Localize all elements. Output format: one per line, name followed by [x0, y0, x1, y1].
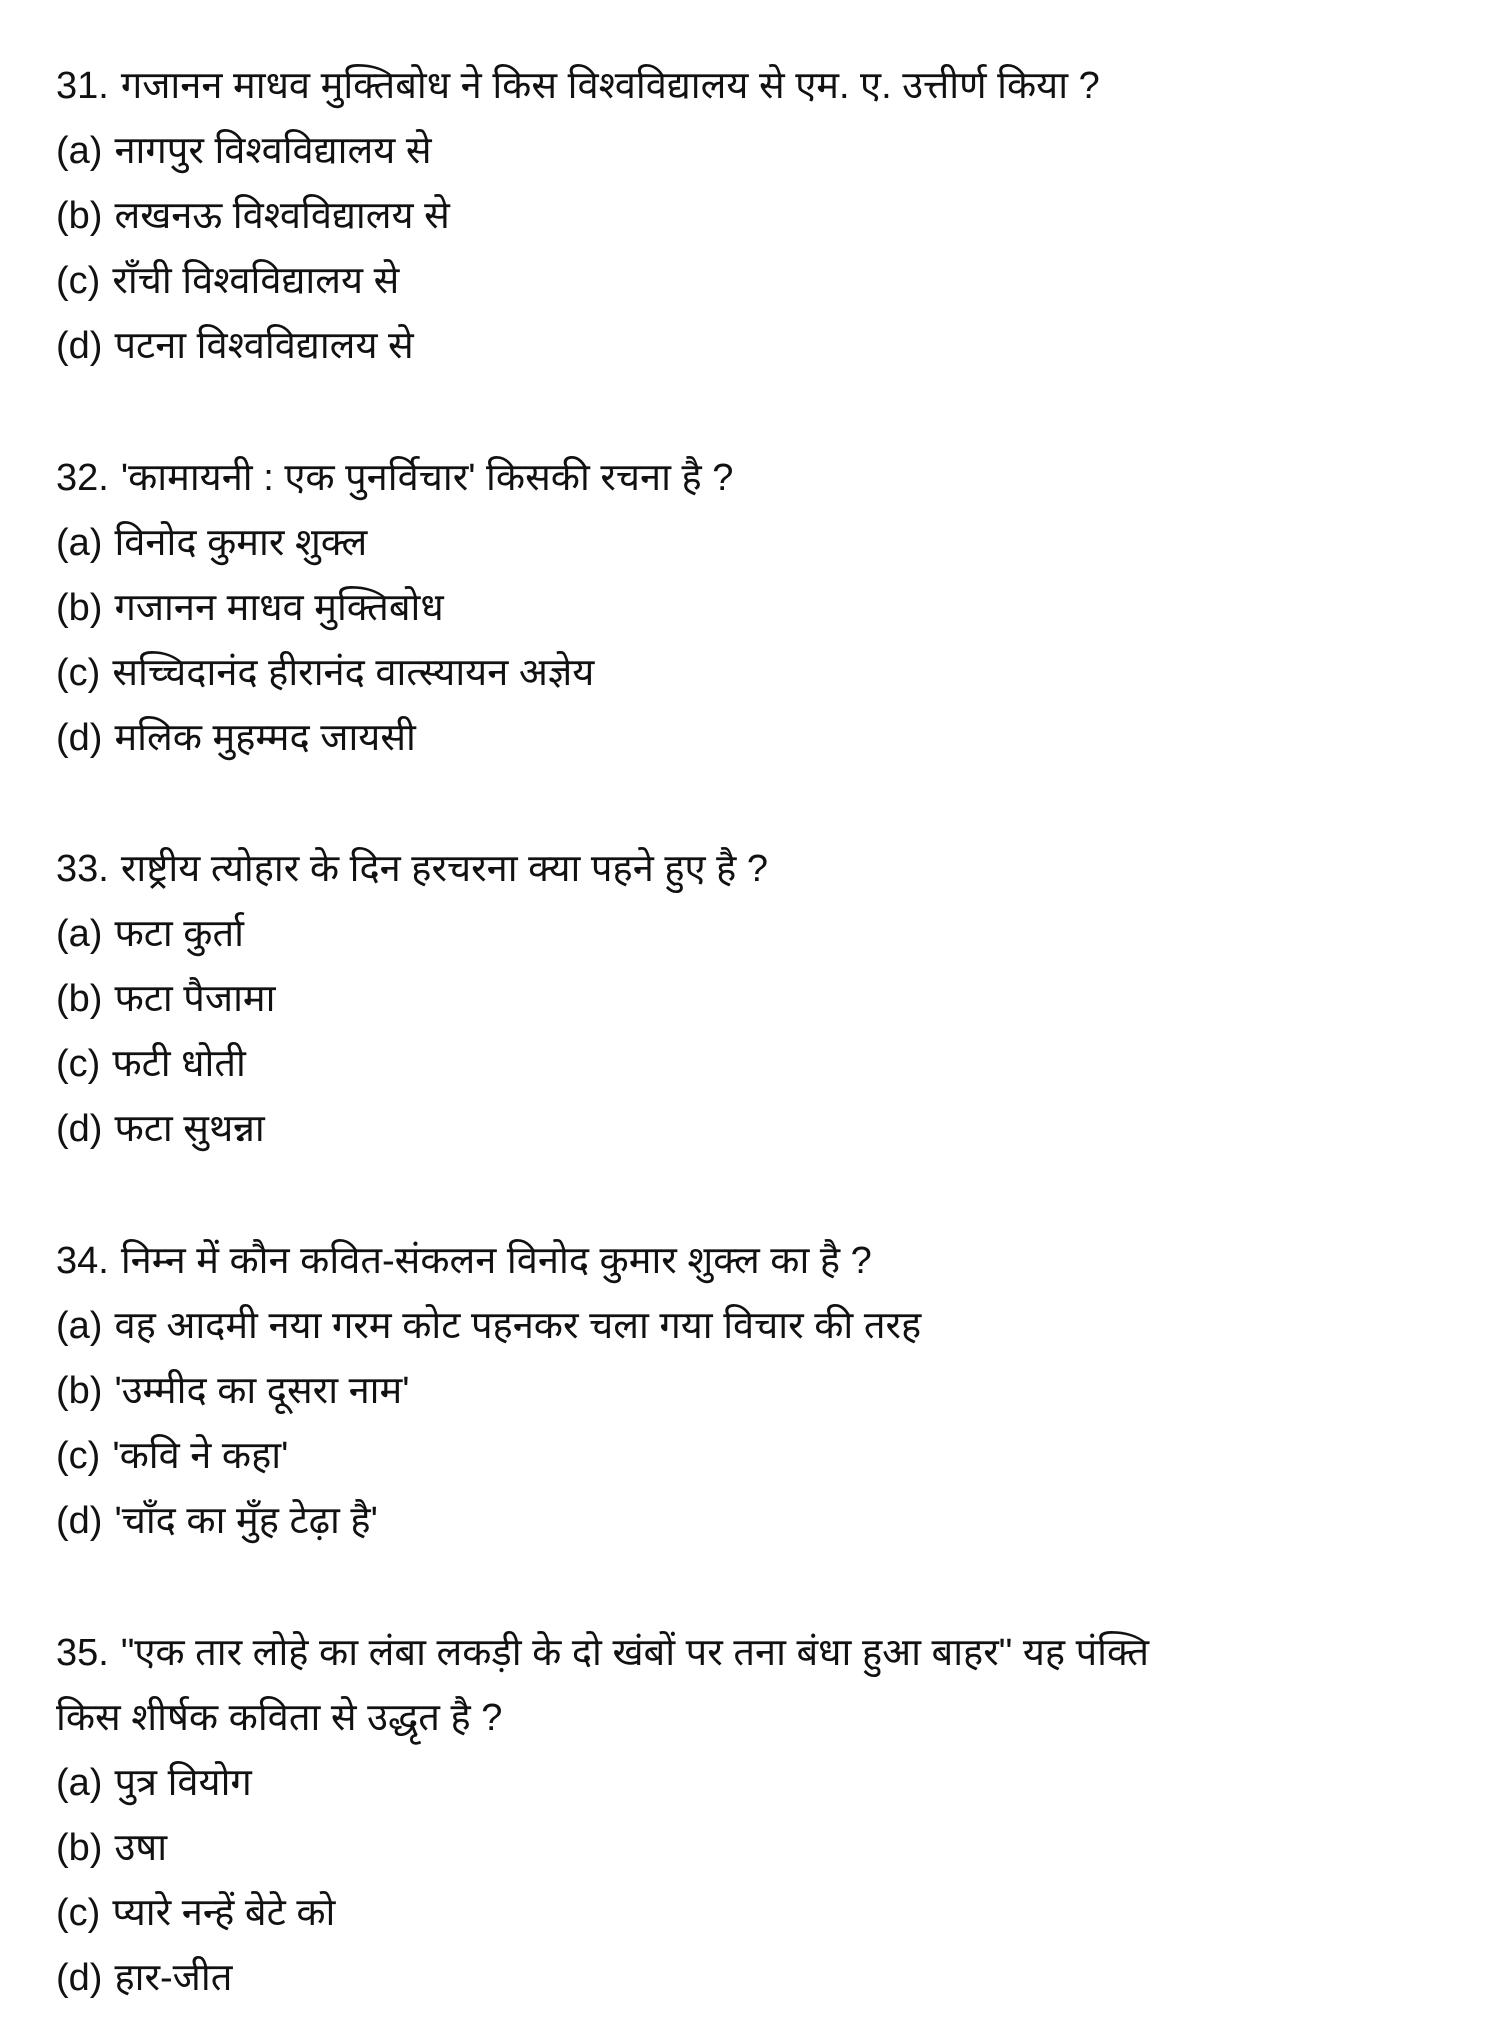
option-label: (d) [56, 717, 103, 759]
option-b [56, 1816, 1456, 1881]
option-d [56, 1097, 1456, 1162]
option-label: (c) [56, 1892, 101, 1934]
question-stem: "एक तार लोहे का लंबा लकड़ी के दो खंबों पर तना बंधा हुआ बाहर" यह पंक्ति [120, 1632, 1150, 1674]
question-stem: निम्न में कौन कवित-संकलन विनोद कुमार शुक्ल का है ? [120, 1240, 872, 1282]
option-text: फटा सुथन्ना [114, 1108, 265, 1150]
option-label: (a) [56, 1305, 103, 1347]
option-d [56, 1489, 1456, 1554]
option-d [56, 706, 1456, 771]
option-text: 'कवि ने कहा' [112, 1435, 289, 1477]
option-text: फटा पैजामा [114, 978, 276, 1020]
question-31 [56, 54, 1456, 379]
option-b [56, 967, 1456, 1032]
option-label: (c) [56, 1435, 101, 1477]
option-label: (c) [56, 260, 101, 302]
option-b [56, 1359, 1456, 1424]
question-number: 34. [56, 1240, 109, 1282]
question-text [56, 837, 1456, 902]
option-d [56, 314, 1456, 379]
option-c [56, 1881, 1456, 1946]
option-label: (d) [56, 1957, 103, 1999]
option-text: राँची विश्वविद्यालय से [112, 260, 400, 302]
option-label: (c) [56, 652, 101, 694]
option-b [56, 576, 1456, 641]
question-stem: गजानन माधव मुक्तिबोध ने किस विश्वविद्यालय से एम. ए. उत्तीर्ण किया ? [120, 65, 1100, 107]
option-a [56, 1751, 1456, 1816]
question-number: 31. [56, 65, 109, 107]
option-c [56, 1032, 1456, 1097]
option-c [56, 249, 1456, 314]
question-35 [56, 1621, 1456, 2011]
option-label: (b) [56, 1370, 103, 1412]
option-label: (a) [56, 913, 103, 955]
option-text: पटना विश्वविद्यालय से [114, 325, 414, 367]
question-34 [56, 1229, 1456, 1554]
question-stem: किस शीर्षक कविता से उद्धृत है ? [56, 1697, 503, 1739]
option-c [56, 1424, 1456, 1489]
option-b [56, 184, 1456, 249]
option-label: (a) [56, 130, 103, 172]
question-stem: 'कामायनी : एक पुनर्विचार' किसकी रचना है ? [120, 457, 734, 499]
question-text [56, 1229, 1456, 1294]
question-number: 32. [56, 457, 109, 499]
option-label: (d) [56, 325, 103, 367]
option-text: लखनऊ विश्वविद्यालय से [114, 195, 450, 237]
option-d [56, 1946, 1456, 2011]
option-a [56, 119, 1456, 184]
option-label: (b) [56, 587, 103, 629]
option-c [56, 641, 1456, 706]
option-text: गजानन माधव मुक्तिबोध [114, 587, 444, 629]
question-text-continued [56, 1686, 1456, 1751]
option-text: फटी धोती [112, 1043, 246, 1085]
option-label: (b) [56, 1827, 103, 1869]
option-label: (d) [56, 1108, 103, 1150]
question-number: 33. [56, 848, 109, 890]
option-text: नागपुर विश्वविद्यालय से [114, 130, 432, 172]
option-text: विनोद कुमार शुक्ल [114, 522, 368, 564]
option-label: (b) [56, 195, 103, 237]
option-label: (a) [56, 1762, 103, 1804]
option-a [56, 511, 1456, 576]
option-a [56, 1294, 1456, 1359]
question-33 [56, 837, 1456, 1162]
option-a [56, 902, 1456, 967]
option-text: वह आदमी नया गरम कोट पहनकर चला गया विचार की तरह [114, 1305, 922, 1347]
question-text [56, 1621, 1456, 1686]
option-text: 'चाँद का मुँह टेढ़ा है' [114, 1500, 378, 1542]
option-text: 'उम्मीद का दूसरा नाम' [114, 1370, 410, 1412]
option-text: उषा [114, 1827, 168, 1869]
option-text: मलिक मुहम्मद जायसी [114, 717, 416, 759]
option-label: (b) [56, 978, 103, 1020]
option-text: प्यारे नन्हें बेटे को [112, 1892, 336, 1934]
question-number: 35. [56, 1632, 109, 1674]
option-text: फटा कुर्ता [114, 913, 244, 955]
option-text: हार-जीत [114, 1957, 233, 1999]
question-text [56, 446, 1456, 511]
option-label: (c) [56, 1043, 101, 1085]
option-text: पुत्र वियोग [114, 1762, 252, 1804]
question-stem: राष्ट्रीय त्योहार के दिन हरचरना क्या पहने हुए है ? [120, 848, 768, 890]
option-text: सच्चिदानंद हीरानंद वात्स्यायन अज्ञेय [112, 652, 595, 694]
option-label: (d) [56, 1500, 103, 1542]
question-32 [56, 446, 1456, 771]
question-text [56, 54, 1456, 119]
option-label: (a) [56, 522, 103, 564]
